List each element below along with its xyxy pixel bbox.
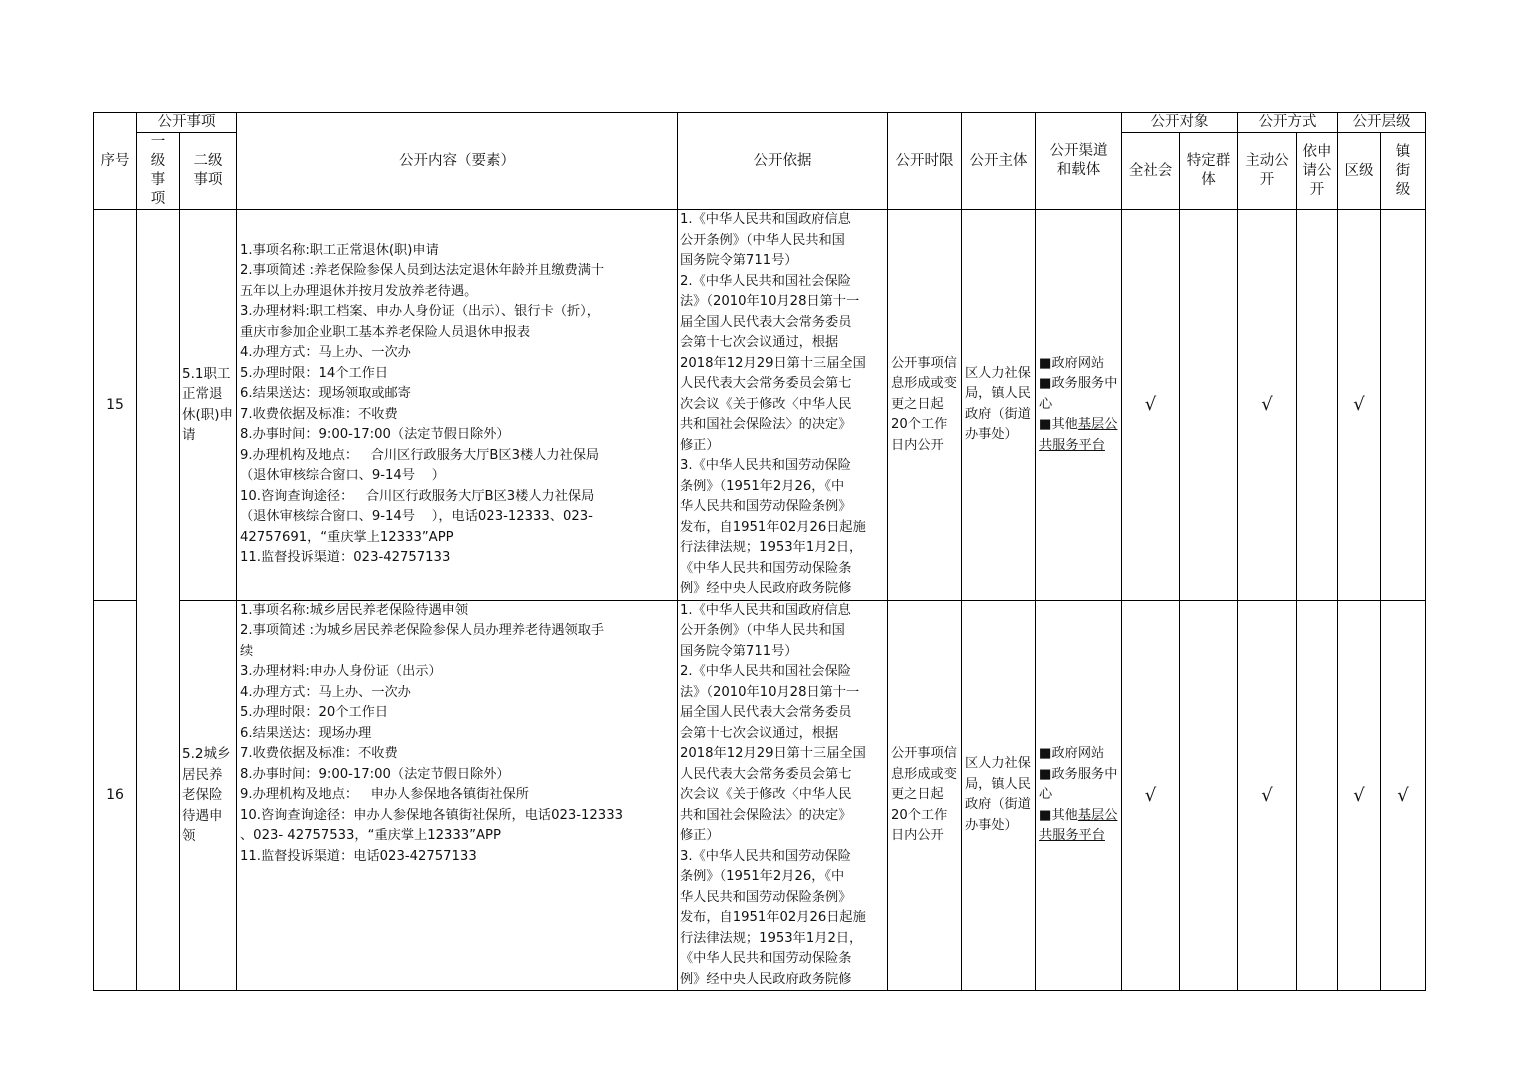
header-subject: 公开主体 xyxy=(962,113,1036,210)
basis-lines xyxy=(680,210,885,600)
row-channel xyxy=(1036,600,1122,991)
text-line: 1.事项名称:城乡居民养老保险待遇申领 xyxy=(240,602,469,618)
check-township: √ xyxy=(1381,600,1426,991)
row-level2: 5.1职工正常退休(职)申请 xyxy=(180,210,237,601)
basis-lines xyxy=(680,601,885,991)
text-line: 2018年12月29日第十三届全国 xyxy=(680,746,866,761)
text-line: 公开条例》（中华人民共和国 xyxy=(680,623,845,638)
channel-item: ■政务服务中心 xyxy=(1039,766,1118,802)
header-basis: 公开依据 xyxy=(678,113,888,210)
text-line: 例》经中央人民政府政务院修 xyxy=(680,971,852,987)
disclosure-table xyxy=(93,112,1426,991)
text-line: 11.监督投诉渠道：电话023-42757133 xyxy=(240,848,477,864)
text-line: 公开条例》（中华人民共和国 xyxy=(680,232,845,248)
text-line: 3.《中华人民共和国劳动保险 xyxy=(680,458,851,473)
check-specific-group xyxy=(1180,210,1238,601)
text-line: 42757691，“重庆掌上12333”APP xyxy=(240,529,454,545)
check-township xyxy=(1381,210,1426,601)
header-whole-society: 全社会 xyxy=(1122,133,1180,210)
text-line: 1.《中华人民共和国政府信息 xyxy=(680,212,851,227)
content-lines xyxy=(240,241,674,569)
check-district: √ xyxy=(1338,600,1381,991)
header-township: 镇街级 xyxy=(1381,133,1426,210)
row-subject: 区人力社保局，镇人民政府（街道办事处） xyxy=(962,600,1036,991)
text-line: 会第十七次会议通过，根据 xyxy=(680,335,839,350)
text-line: （退休审核综合窗口、9-14号 ） xyxy=(240,468,445,484)
row-seq: 15 xyxy=(94,210,137,601)
text-line: 6.结果送达：现场领取或邮寄 xyxy=(240,386,411,402)
text-line: 例》经中央人民政府政务院修 xyxy=(680,581,852,596)
text-line: 国务院令第711号） xyxy=(680,643,798,659)
text-line: 行法律法规；1953年1月2日， xyxy=(680,930,863,946)
text-line: 1.事项名称:职工正常退休(职)申请 xyxy=(240,242,439,258)
text-line: 2.事项简述 :为城乡居民养老保险参保人员办理养老待遇领取手 xyxy=(240,623,605,638)
text-line: 会第十七次会议通过，根据 xyxy=(680,725,839,741)
check-whole-society: √ xyxy=(1122,210,1180,601)
text-line: 人民代表大会常务委员会第七 xyxy=(680,766,852,782)
text-line: 次会议《关于修改〈中华人民 xyxy=(680,787,852,802)
text-line: 6.结果送达：现场办理 xyxy=(240,725,372,741)
text-line: 2.《中华人民共和国社会保险 xyxy=(680,664,851,679)
header-time-limit: 公开时限 xyxy=(888,113,962,210)
text-line: 条例》（1951年2月26，《中 xyxy=(680,869,845,884)
check-active: √ xyxy=(1238,600,1297,991)
text-line: 4.办理方式：马上办、一次办 xyxy=(240,345,411,361)
header-seq: 序号 xyxy=(94,113,137,210)
text-line: 重庆市参加企业职工基本养老保险人员退休申报表 xyxy=(240,324,531,340)
text-line: 行法律法规；1953年1月2日， xyxy=(680,540,863,555)
text-line: 《中华人民共和国劳动保险条 xyxy=(680,560,852,576)
text-line: （退休审核综合窗口、9-14号 ），电话023-12333、023- xyxy=(240,509,593,525)
text-line: 9.办理机构及地点： 申办人参保地各镇街社保所 xyxy=(240,787,529,802)
header-group-target: 公开对象 xyxy=(1122,113,1238,133)
header-active: 主动公开 xyxy=(1238,133,1297,210)
row-seq: 16 xyxy=(94,600,137,991)
text-line: 发布，自1951年02月26日起施 xyxy=(680,519,866,535)
text-line: 7.收费依据及标准：不收费 xyxy=(240,746,398,761)
row-basis xyxy=(678,210,888,601)
level1-cell xyxy=(137,210,180,991)
header-group-level: 公开层级 xyxy=(1338,113,1426,133)
text-line: 2.事项简述 :养老保险参保人员到达法定退休年龄并且缴费满十 xyxy=(240,263,605,279)
text-line: 3.《中华人民共和国劳动保险 xyxy=(680,848,851,864)
text-line: 华人民共和国劳动保险条例》 xyxy=(680,889,852,905)
text-line: 条例》（1951年2月26，《中 xyxy=(680,478,845,494)
text-line: 8.办事时间：9:00-17:00（法定节假日除外） xyxy=(240,766,510,782)
channel-underlined: 基层公共服务平台 xyxy=(1039,417,1118,453)
check-whole-society: √ xyxy=(1122,600,1180,991)
text-line: 法》（2010年10月28日第十一 xyxy=(680,684,860,700)
row-basis xyxy=(678,600,888,991)
text-line: 10.咨询查询途径： 合川区行政服务大厅B区3楼人力社保局 xyxy=(240,488,595,504)
header-on-request: 依申请公开 xyxy=(1297,133,1338,210)
text-line: 1.《中华人民共和国政府信息 xyxy=(680,602,851,618)
content-lines xyxy=(240,601,674,868)
text-line: 国务院令第711号） xyxy=(680,253,798,268)
text-line: 共和国社会保险法〉的决定》 xyxy=(680,417,852,432)
text-line: 人民代表大会常务委员会第七 xyxy=(680,376,852,391)
header-level2: 二级事项 xyxy=(180,133,237,210)
text-line: 届全国人民代表大会常务委员 xyxy=(680,314,852,330)
text-line: 共和国社会保险法〉的决定》 xyxy=(680,807,852,823)
text-line: 11.监督投诉渠道：023-42757133 xyxy=(240,550,451,566)
header-group-method: 公开方式 xyxy=(1238,113,1338,133)
row-channel xyxy=(1036,210,1122,601)
text-line: 7.收费依据及标准：不收费 xyxy=(240,406,398,422)
text-line: 9.办理机构及地点： 合川区行政服务大厅B区3楼人力社保局 xyxy=(240,447,600,463)
header-specific-group: 特定群体 xyxy=(1180,133,1238,210)
text-line: 5.办理时限：20个工作日 xyxy=(240,705,389,720)
row-time-limit: 公开事项信息形成或变更之日起20个工作日内公开 xyxy=(888,600,962,991)
header-channel: 公开渠道和载体 xyxy=(1036,113,1122,210)
text-line: 2.《中华人民共和国社会保险 xyxy=(680,273,851,289)
text-line: 法》（2010年10月28日第十一 xyxy=(680,294,860,309)
text-line: 5.办理时限：14个工作日 xyxy=(240,365,389,381)
channel-item: ■政府网站 xyxy=(1039,746,1105,761)
text-line: 续 xyxy=(240,643,254,659)
text-line: 届全国人民代表大会常务委员 xyxy=(680,705,852,720)
channel-underlined: 基层公共服务平台 xyxy=(1039,807,1118,843)
row-content xyxy=(237,210,678,601)
header-row-1 xyxy=(94,113,1426,133)
table-row xyxy=(94,210,1426,601)
text-line: 2018年12月29日第十三届全国 xyxy=(680,355,866,371)
text-line: 3.办理材料:职工档案、申办人身份证（出示）、银行卡（折）， xyxy=(240,304,600,320)
row-content xyxy=(237,600,678,991)
row-level2: 5.2城乡居民养老保险待遇申领 xyxy=(180,600,237,991)
header-content: 公开内容（要素） xyxy=(237,113,678,210)
text-line: 修正） xyxy=(680,828,720,843)
text-line: 华人民共和国劳动保险条例》 xyxy=(680,499,852,514)
row-time-limit: 公开事项信息形成或变更之日起20个工作日内公开 xyxy=(888,210,962,601)
header-level1: 一级事项 xyxy=(137,133,180,210)
text-line: 《中华人民共和国劳动保险条 xyxy=(680,951,852,966)
check-active: √ xyxy=(1238,210,1297,601)
text-line: 4.办理方式：马上办、一次办 xyxy=(240,684,411,700)
check-on-request xyxy=(1297,600,1338,991)
text-line: 五年以上办理退休并按月发放养老待遇。 xyxy=(240,283,478,299)
text-line: 、023- 42757533，“重庆掌上12333”APP xyxy=(240,828,501,843)
header-district: 区级 xyxy=(1338,133,1381,210)
header-group-items: 公开事项 xyxy=(137,113,237,133)
check-district: √ xyxy=(1338,210,1381,601)
text-line: 3.办理材料:申办人身份证（出示） xyxy=(240,664,442,679)
channel-item: ■政务服务中心 xyxy=(1039,376,1118,412)
table-row xyxy=(94,600,1426,991)
text-line: 发布，自1951年02月26日起施 xyxy=(680,910,866,925)
channel-item: ■其他基层公共服务平台 xyxy=(1039,807,1118,843)
check-on-request xyxy=(1297,210,1338,601)
channel-item: ■其他基层公共服务平台 xyxy=(1039,417,1118,453)
check-specific-group xyxy=(1180,600,1238,991)
text-line: 10.咨询查询途径：申办人参保地各镇街社保所，电话023-12333 xyxy=(240,807,623,823)
text-line: 次会议《关于修改〈中华人民 xyxy=(680,396,852,412)
channel-item: ■政府网站 xyxy=(1039,355,1105,371)
text-line: 8.办事时间：9:00-17:00（法定节假日除外） xyxy=(240,427,510,443)
text-line: 修正） xyxy=(680,437,720,453)
row-subject: 区人力社保局，镇人民政府（街道办事处） xyxy=(962,210,1036,601)
